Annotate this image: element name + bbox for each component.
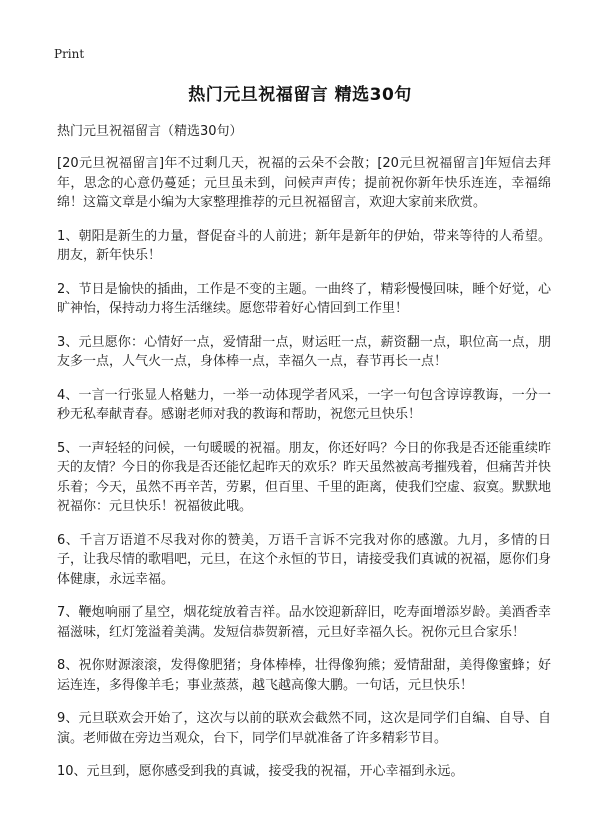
list-item: 10、元旦到，愿你感受到我的真诚，接受我的祝福，开心幸福到永远。 xyxy=(57,764,464,779)
list-item: 2、节日是愉快的插曲，工作是不变的主题。一曲终了，精彩慢慢回味，睡个好觉，心旷神怡，保持动力将生活继续。愿您带着好心情回到工作里！ xyxy=(57,281,551,316)
article-subtitle: 热门元旦祝福留言（精选30句） xyxy=(57,124,243,139)
list-item: 3、元旦愿你：心情好一点，爱情甜一点，财运旺一点，薪资翻一点，职位高一点，朋友多一点，人气火一点，身体棒一点，幸福久一点，春节再长一点！ xyxy=(57,334,551,369)
page-title: 热门元旦祝福留言 精选30句 xyxy=(188,85,412,105)
list-item: 5、一声轻轻的问候，一句暖暖的祝福。朋友，你还好吗？今日的你我是否还能重续昨天的友情？今日的你我是否还能忆起昨天的欢乐？昨天虽然被高考摧残着，但痛苦并快乐着；今天，虽然不再辛苦，劳累，但百里、千里的距离，使我们空虚、寂寞。默默地祝福你：元旦快乐！祝福彼此哦。 xyxy=(57,440,552,514)
list-item: 9、元旦联欢会开始了，这次与以前的联欢会截然不同，这次是同学们自编、自导、自演。老师做在旁边当观众，台下，同学们早就准备了许多精彩节目。 xyxy=(57,711,551,746)
list-item: 6、千言万语道不尽我对你的赞美，万语千言诉不完我对你的感激。九月，多情的日子，让我尽情的歌唱吧，元旦，在这个永恒的节日，请接受我们真诚的祝福，愿你们身体健康，永远幸福。 xyxy=(57,532,552,587)
article-body xyxy=(57,122,551,796)
list-item: 4、一言一行张显人格魅力，一举一动体现学者风采，一字一句包含谆谆教诲，一分一秒无私奉献青春。感谢老师对我的教诲和帮助，祝您元旦快乐！ xyxy=(57,387,551,422)
intro-paragraph: [20元旦祝福留言]年不过剩几天，祝福的云朵不会散；[20元旦祝福留言]年短信去拜年，思念的心意仍蔓延；元旦虽未到，问候声声传；提前祝你新年快乐连连，幸福绵绵！这篇文章是小编为大家整理推荐的元旦祝福留言，欢迎大家前来欣赏。 xyxy=(57,156,551,210)
print-link[interactable]: Print xyxy=(54,47,85,61)
list-item: 7、鞭炮响丽了星空，烟花绽放着吉祥。品水饺迎新辞旧，吃寿面增添岁龄。美酒香幸福滋味，红灯笼溢着美满。发短信恭贺新禧，元旦好幸福久长。祝你元旦合家乐！ xyxy=(57,605,551,640)
list-item: 1、朝阳是新生的力量，督促奋斗的人前进；新年是新年的伊始，带来等待的人希望。朋友，新年快乐！ xyxy=(57,228,551,263)
list-item: 8、祝你财源滚滚，发得像肥猪；身体棒棒，壮得像狗熊；爱情甜甜，美得像蜜蜂；好运连连，多得像羊毛；事业蒸蒸，越飞越高像大鹏。一句话，元旦快乐！ xyxy=(57,658,551,693)
